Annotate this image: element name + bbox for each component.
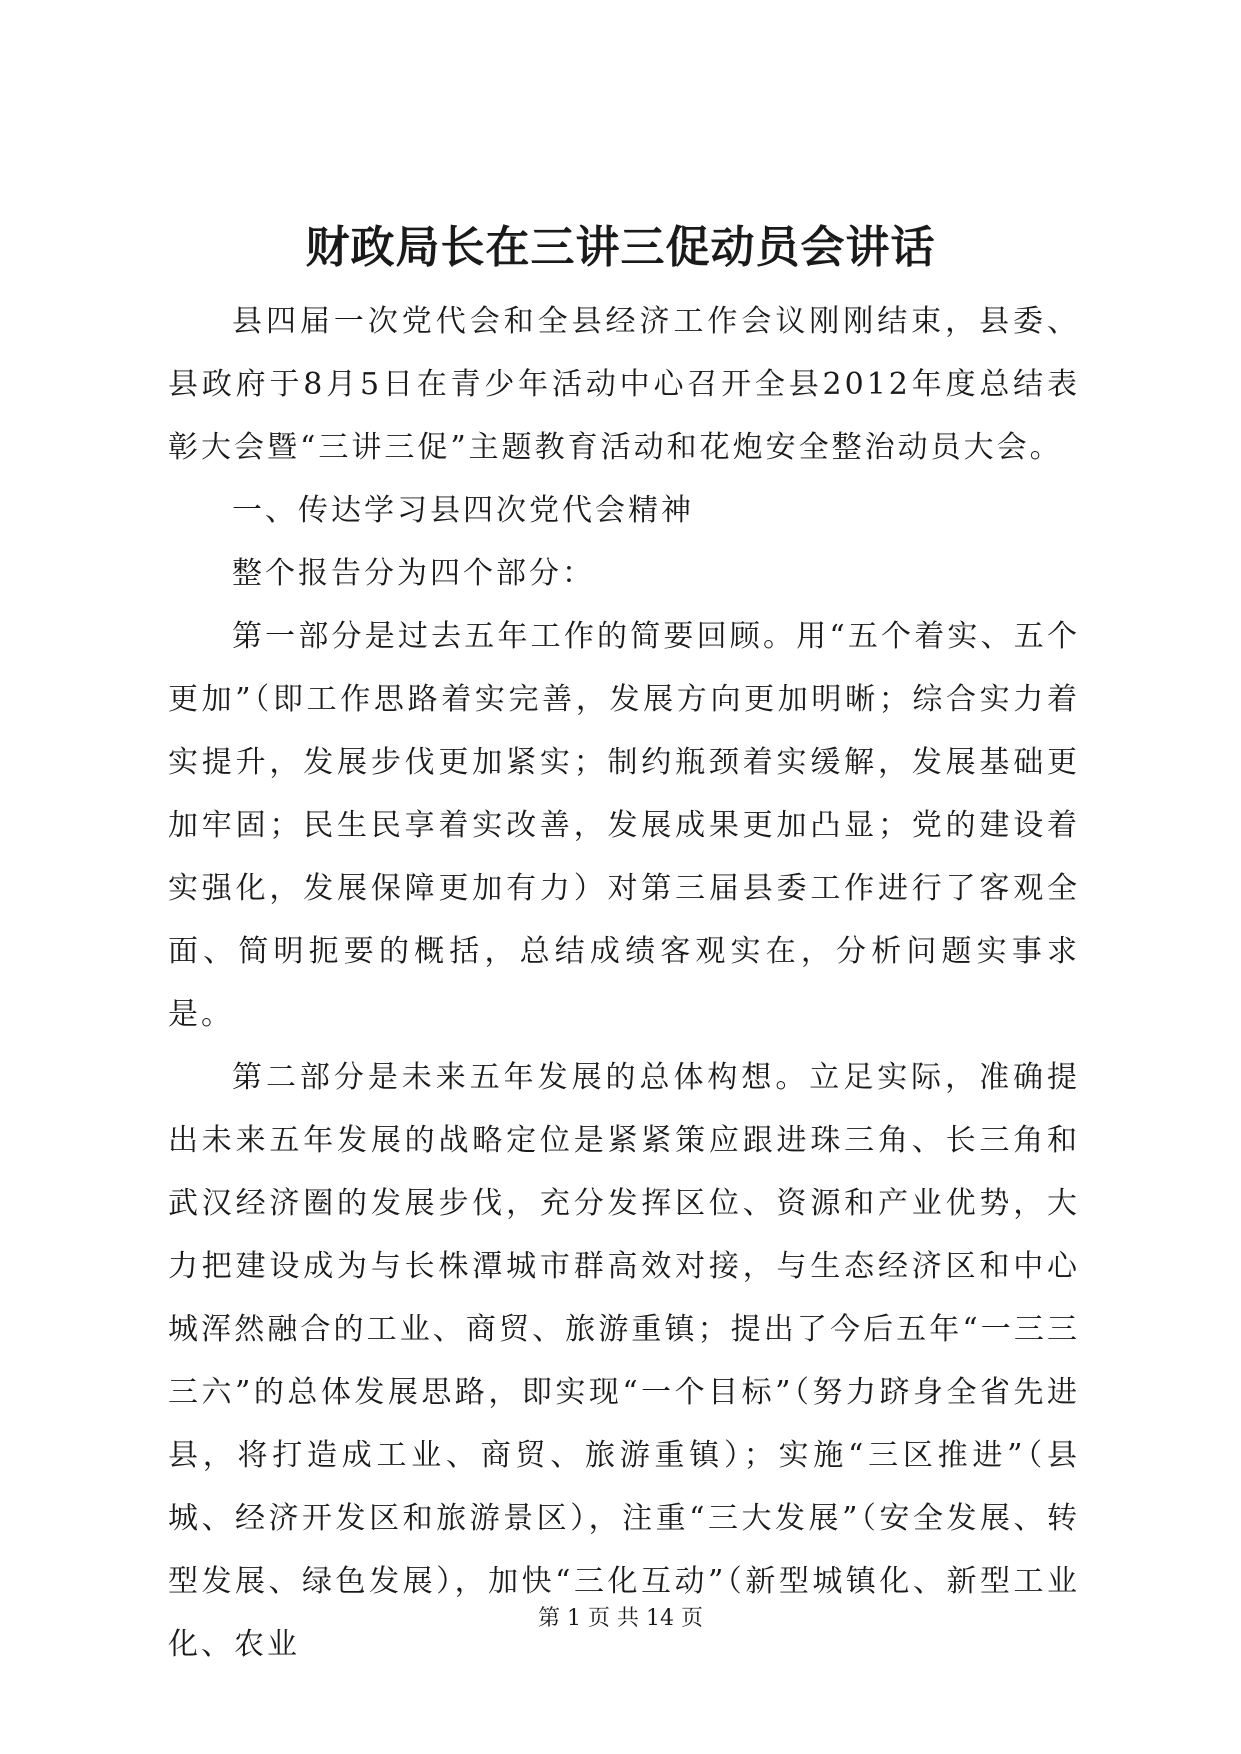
paragraph-part-one: 第一部分是过去五年工作的简要回顾。用“五个着实、五个更加”（即工作思路着实完善，发展方向更加明晰；综合实力着实提升，发展步伐更加紧实；制约瓶颈着实缓解，发展基础更加牢固；民生民享着实改善，发展成果更加凸显；党的建设着实强化，发展保障更加有力）对第三届县委工作进行了客观全面、简明扼要的概括，总结成绩客观实在，分析问题实事求是。 (168, 619, 1080, 1032)
document-body (168, 290, 1080, 1676)
document-title: 财政局长在三讲三促动员会讲话 (305, 222, 936, 273)
paragraph-intro: 县四届一次党代会和全县经济工作会议刚刚结束，县委、县政府于8月5日在青少年活动中心召开全县2012年度总结表彰大会暨“三讲三促”主题教育活动和花炮安全整治动员大会。 (168, 304, 1080, 465)
page-footer: 第 1 页 共 14 页 (538, 1606, 703, 1631)
paragraph-part-two: 第二部分是未来五年发展的总体构想。立足实际，准确提出未来五年发展的战略定位是紧紧策应跟进珠三角、长三角和武汉经济圈的发展步伐，充分发挥区位、资源和产业优势，大力把建设成为与长株潭城市群高效对接，与生态经济区和中心城浑然融合的工业、商贸、旅游重镇；提出了今后五年“一三三三六”的总体发展思路，即实现“一个目标”（努力跻身全省先进县，将打造成工业、商贸、旅游重镇）；实施“三区推进”（县城、经济开发区和旅游景区），注重“三大发展”（安全发展、转型发展、绿色发展），加快“三化互动”（新型城镇化、新型工业化、农业 (168, 1060, 1080, 1662)
paragraph-report-overview: 整个报告分为四个部分： (232, 556, 595, 591)
section-heading-1: 一、传达学习县四次党代会精神 (232, 493, 694, 528)
